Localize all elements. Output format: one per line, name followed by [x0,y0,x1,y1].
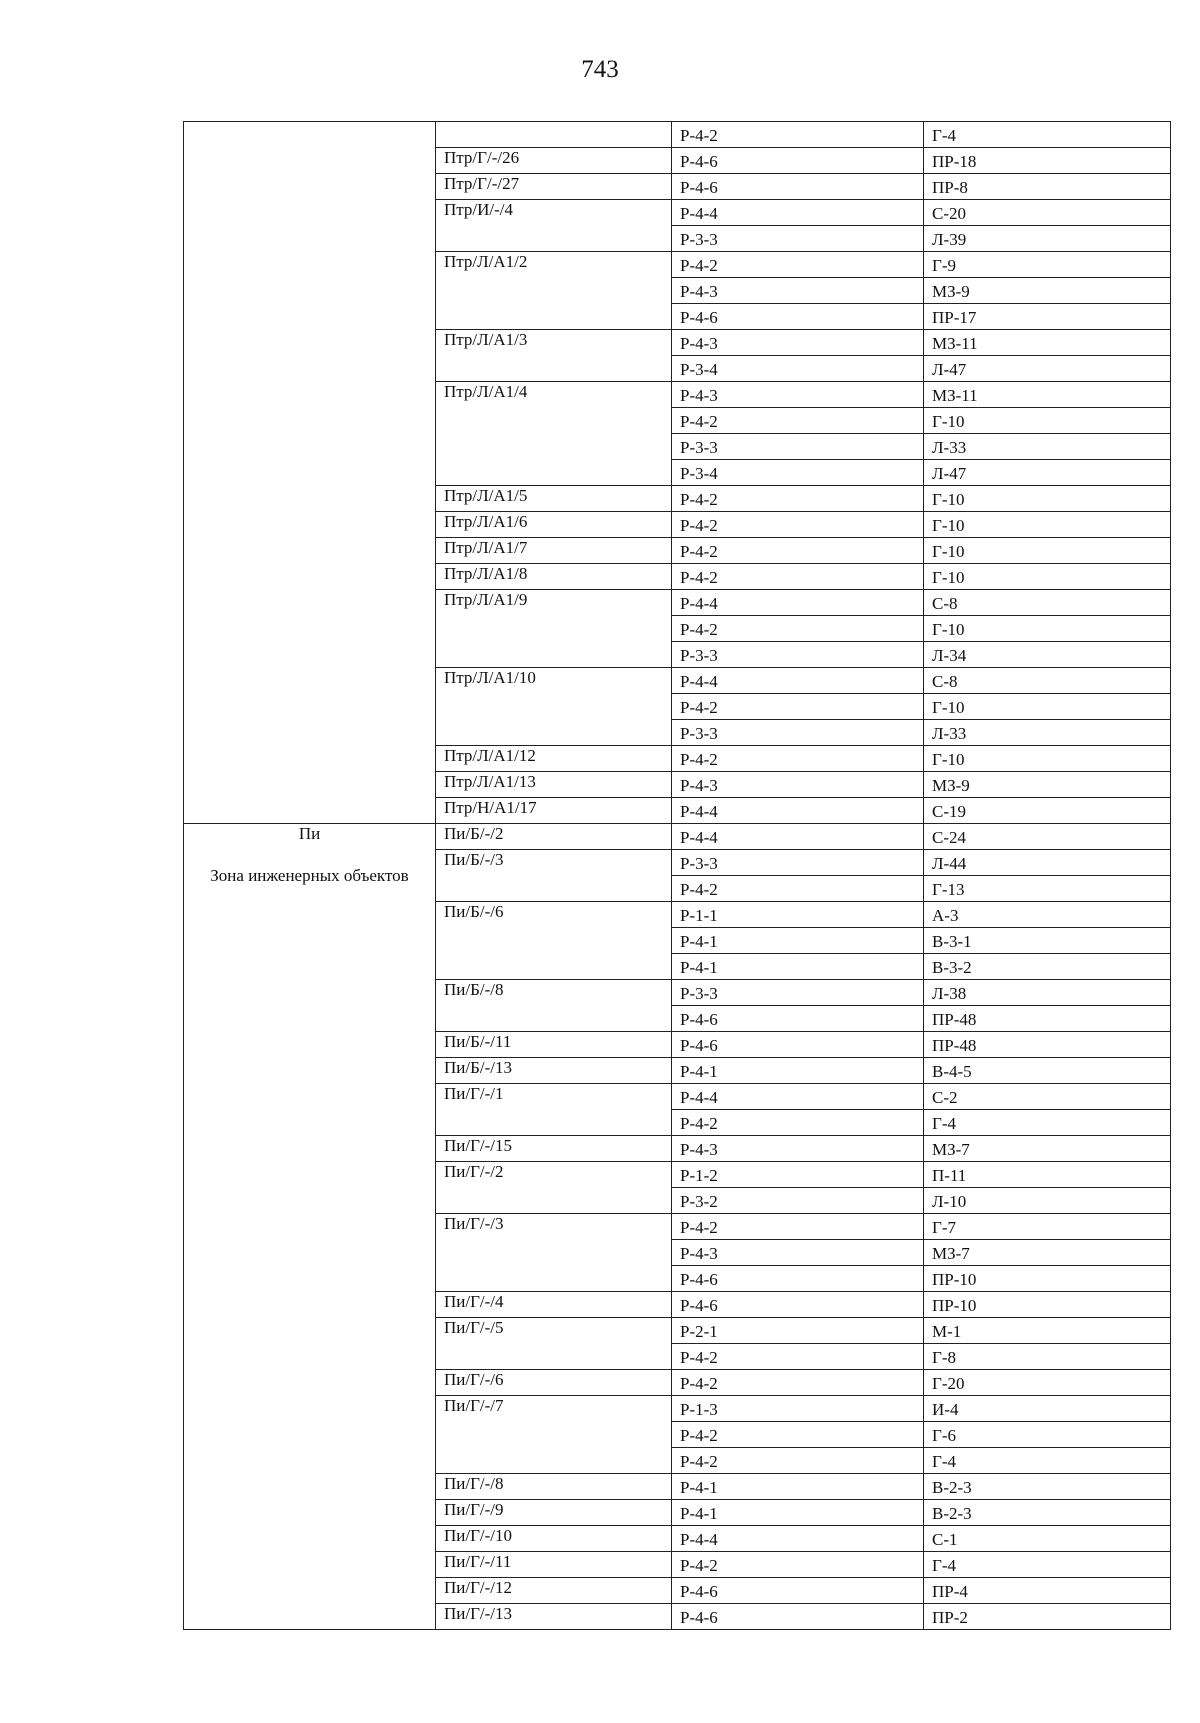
object-code-cell: Птр/Н/А1/17 [436,798,672,824]
regulation-code-cell: Р-4-1 [672,954,924,980]
object-code-cell: Птр/Л/А1/4 [436,382,672,486]
object-code-cell: Пи/Г/-/10 [436,1526,672,1552]
index-code-cell: ПР-18 [924,148,1171,174]
index-code-cell: ПР-48 [924,1032,1171,1058]
index-code-cell: Г-10 [924,512,1171,538]
regulation-code-cell: Р-4-3 [672,1136,924,1162]
object-code-cell: Птр/Г/-/27 [436,174,672,200]
index-code-cell: Л-38 [924,980,1171,1006]
index-code-cell: В-2-3 [924,1474,1171,1500]
object-code-cell: Птр/Л/А1/12 [436,746,672,772]
regulation-code-cell: Р-4-3 [672,772,924,798]
zone-cell-continued [184,122,436,824]
index-code-cell: В-2-3 [924,1500,1171,1526]
object-code-cell: Пи/Г/-/12 [436,1578,672,1604]
regulation-code-cell: Р-4-6 [672,1604,924,1630]
regulation-code-cell: Р-4-1 [672,928,924,954]
index-code-cell: Г-4 [924,1448,1171,1474]
index-code-cell: А-3 [924,902,1171,928]
object-code-cell: Птр/Л/А1/3 [436,330,672,382]
index-code-cell: Г-10 [924,408,1171,434]
index-code-cell: Л-39 [924,226,1171,252]
table-body [184,122,1171,1630]
index-code-cell: М-1 [924,1318,1171,1344]
index-code-cell: Г-13 [924,876,1171,902]
object-code-cell: Пи/Г/-/3 [436,1214,672,1292]
regulation-code-cell: Р-4-2 [672,512,924,538]
index-code-cell: В-3-2 [924,954,1171,980]
object-code-cell: Пи/Г/-/1 [436,1084,672,1136]
object-code-cell: Птр/Л/А1/9 [436,590,672,668]
index-code-cell: Г-10 [924,538,1171,564]
regulation-code-cell: Р-4-4 [672,590,924,616]
index-code-cell: Г-10 [924,564,1171,590]
regulation-code-cell: Р-1-3 [672,1396,924,1422]
object-code-cell: Пи/Г/-/15 [436,1136,672,1162]
index-code-cell: МЗ-9 [924,772,1171,798]
index-code-cell: Г-20 [924,1370,1171,1396]
regulation-code-cell: Р-4-2 [672,1214,924,1240]
object-code-cell: Птр/Л/А1/2 [436,252,672,330]
index-code-cell: П-11 [924,1162,1171,1188]
index-code-cell: Л-33 [924,434,1171,460]
object-code-cell: Пи/Б/-/3 [436,850,672,902]
index-code-cell: МЗ-7 [924,1136,1171,1162]
regulation-code-cell: Р-4-4 [672,668,924,694]
object-code-cell: Пи/Г/-/2 [436,1162,672,1214]
object-code-cell: Пи/Б/-/2 [436,824,672,850]
regulation-code-cell: Р-3-3 [672,434,924,460]
regulation-code-cell: Р-1-1 [672,902,924,928]
regulation-code-cell: Р-4-2 [672,876,924,902]
object-code-cell: Птр/Л/А1/5 [436,486,672,512]
index-code-cell: С-20 [924,200,1171,226]
regulation-code-cell: Р-4-2 [672,564,924,590]
object-code-cell: Пи/Б/-/11 [436,1032,672,1058]
index-code-cell: Л-34 [924,642,1171,668]
regulation-code-cell: Р-3-3 [672,850,924,876]
regulation-code-cell: Р-3-3 [672,980,924,1006]
index-code-cell: Г-4 [924,122,1171,148]
index-code-cell: Л-44 [924,850,1171,876]
regulation-code-cell: Р-3-4 [672,460,924,486]
page-number: 743 [581,56,619,83]
object-code-cell: Пи/Г/-/13 [436,1604,672,1630]
regulation-code-cell: Р-4-6 [672,1292,924,1318]
zones-table [183,121,1171,1630]
object-code-cell: Пи/Г/-/9 [436,1500,672,1526]
zone-name: Зона инженерных объектов [210,866,409,885]
object-code-cell: Птр/Г/-/26 [436,148,672,174]
regulation-code-cell: Р-4-4 [672,1526,924,1552]
index-code-cell: В-3-1 [924,928,1171,954]
object-code-cell: Пи/Г/-/11 [436,1552,672,1578]
index-code-cell: ПР-2 [924,1604,1171,1630]
object-code-cell: Птр/Л/А1/7 [436,538,672,564]
regulation-code-cell: Р-4-1 [672,1474,924,1500]
regulation-code-cell: Р-1-2 [672,1162,924,1188]
regulation-code-cell: Р-4-3 [672,382,924,408]
regulation-code-cell: Р-3-3 [672,642,924,668]
object-code-cell: Пи/Г/-/4 [436,1292,672,1318]
regulation-code-cell: Р-4-2 [672,1344,924,1370]
regulation-code-cell: Р-4-2 [672,1552,924,1578]
regulation-code-cell: Р-3-2 [672,1188,924,1214]
regulation-code-cell: Р-4-1 [672,1058,924,1084]
regulation-code-cell: Р-4-6 [672,174,924,200]
regulation-code-cell: Р-4-2 [672,538,924,564]
index-code-cell: Г-8 [924,1344,1171,1370]
object-code-cell: Птр/И/-/4 [436,200,672,252]
regulation-code-cell: Р-4-6 [672,148,924,174]
regulation-code-cell: Р-4-4 [672,200,924,226]
regulation-code-cell: Р-4-2 [672,616,924,642]
zone-cell [184,824,436,1630]
regulation-code-cell: Р-4-3 [672,278,924,304]
regulation-code-cell: Р-4-6 [672,304,924,330]
regulation-code-cell: Р-4-2 [672,1370,924,1396]
index-code-cell: Г-9 [924,252,1171,278]
regulation-code-cell: Р-4-1 [672,1500,924,1526]
regulation-code-cell: Р-3-4 [672,356,924,382]
regulation-code-cell: Р-4-4 [672,1084,924,1110]
regulation-code-cell: Р-4-2 [672,746,924,772]
index-code-cell: Г-6 [924,1422,1171,1448]
index-code-cell: МЗ-11 [924,382,1171,408]
regulation-code-cell: Р-4-6 [672,1578,924,1604]
index-code-cell: С-8 [924,668,1171,694]
table-row [184,122,1171,148]
index-code-cell: МЗ-11 [924,330,1171,356]
index-code-cell: В-4-5 [924,1058,1171,1084]
index-code-cell: Л-47 [924,460,1171,486]
index-code-cell: ПР-10 [924,1266,1171,1292]
index-code-cell: МЗ-7 [924,1240,1171,1266]
index-code-cell: Л-10 [924,1188,1171,1214]
index-code-cell: ПР-10 [924,1292,1171,1318]
index-code-cell: Г-10 [924,486,1171,512]
index-code-cell: Г-7 [924,1214,1171,1240]
object-code-cell: Пи/Б/-/13 [436,1058,672,1084]
index-code-cell: И-4 [924,1396,1171,1422]
object-code-cell: Пи/Г/-/8 [436,1474,672,1500]
regulation-code-cell: Р-3-3 [672,720,924,746]
index-code-cell: Г-4 [924,1552,1171,1578]
regulation-code-cell: Р-4-2 [672,408,924,434]
object-code-cell: Птр/Л/А1/6 [436,512,672,538]
object-code-cell: Птр/Л/А1/8 [436,564,672,590]
object-code-cell: Пи/Б/-/8 [436,980,672,1032]
object-code-cell: Пи/Г/-/6 [436,1370,672,1396]
index-code-cell: Г-10 [924,616,1171,642]
regulation-code-cell: Р-4-6 [672,1266,924,1292]
index-code-cell: МЗ-9 [924,278,1171,304]
index-code-cell: Л-33 [924,720,1171,746]
zone-code: Пи [298,824,321,843]
object-code-cell [436,122,672,148]
regulation-code-cell: Р-4-2 [672,1448,924,1474]
regulation-code-cell: Р-4-2 [672,694,924,720]
regulation-code-cell: Р-4-4 [672,798,924,824]
index-code-cell: Г-4 [924,1110,1171,1136]
table-row [184,824,1171,850]
object-code-cell: Птр/Л/А1/10 [436,668,672,746]
regulation-code-cell: Р-2-1 [672,1318,924,1344]
index-code-cell: ПР-8 [924,174,1171,200]
index-code-cell: Л-47 [924,356,1171,382]
index-code-cell: Г-10 [924,694,1171,720]
regulation-code-cell: Р-3-3 [672,226,924,252]
index-code-cell: С-2 [924,1084,1171,1110]
regulation-code-cell: Р-4-2 [672,252,924,278]
regulation-code-cell: Р-4-6 [672,1032,924,1058]
regulation-code-cell: Р-4-3 [672,1240,924,1266]
object-code-cell: Пи/Г/-/7 [436,1396,672,1474]
regulation-code-cell: Р-4-4 [672,824,924,850]
regulation-code-cell: Р-4-2 [672,1110,924,1136]
regulation-code-cell: Р-4-2 [672,1422,924,1448]
regulation-code-cell: Р-4-6 [672,1006,924,1032]
object-code-cell: Пи/Г/-/5 [436,1318,672,1370]
index-code-cell: С-8 [924,590,1171,616]
index-code-cell: С-1 [924,1526,1171,1552]
index-code-cell: С-19 [924,798,1171,824]
regulation-code-cell: Р-4-3 [672,330,924,356]
regulation-code-cell: Р-4-2 [672,122,924,148]
index-code-cell: ПР-4 [924,1578,1171,1604]
regulation-code-cell: Р-4-2 [672,486,924,512]
index-code-cell: ПР-48 [924,1006,1171,1032]
index-code-cell: С-24 [924,824,1171,850]
object-code-cell: Птр/Л/А1/13 [436,772,672,798]
index-code-cell: ПР-17 [924,304,1171,330]
object-code-cell: Пи/Б/-/6 [436,902,672,980]
index-code-cell: Г-10 [924,746,1171,772]
